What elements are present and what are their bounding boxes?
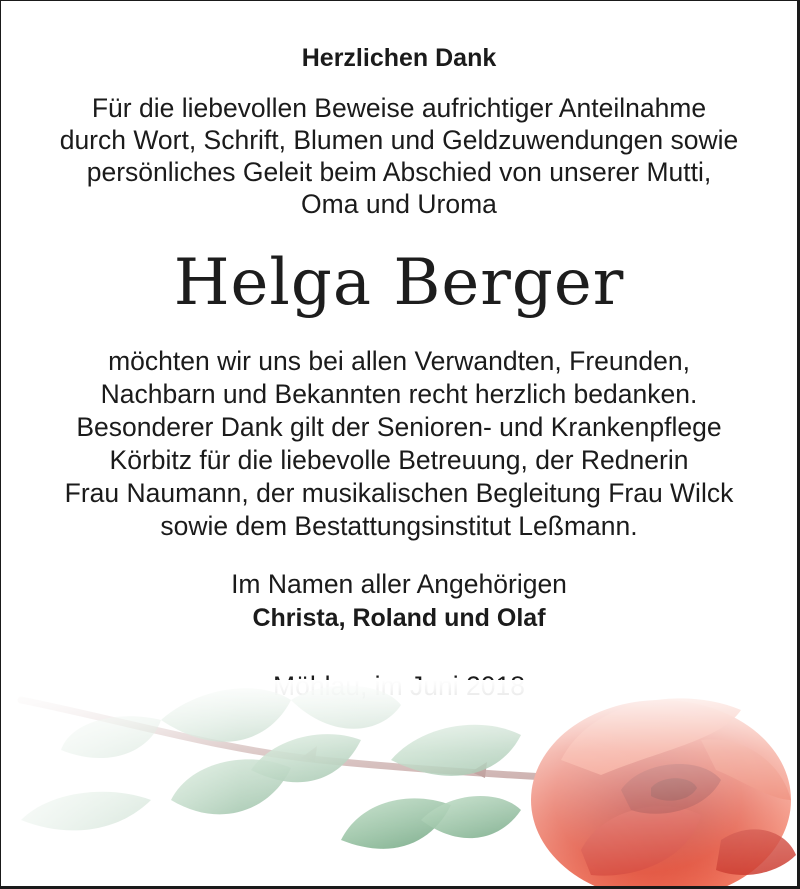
intro-line: persönliches Geleit beim Abschied von unserer Mutti, <box>86 157 712 187</box>
thanks-line: Besonderer Dank gilt der Senioren- und Krankenpflege <box>76 412 722 442</box>
thanks-line: möchten wir uns bei allen Verwandten, Freunden, <box>108 346 690 376</box>
deceased-name: Helga Berger <box>173 246 625 320</box>
intro-line: Oma und Uroma <box>301 189 497 219</box>
intro-line: Für die liebevollen Beweise aufrichtiger Anteilnahme <box>91 93 707 123</box>
on-behalf-text: Im Namen aller Angehörigen <box>231 569 567 599</box>
thanks-text <box>1 345 797 543</box>
family-names: Christa, Roland und Olaf <box>252 604 546 632</box>
thanks-line: Nachbarn und Bekannten recht herzlich bedanken. <box>100 379 698 409</box>
thanks-line: sowie dem Bestattungsinstitut Leßmann. <box>160 511 638 541</box>
heading: Herzlichen Dank <box>301 44 497 72</box>
thanks-line: Frau Naumann, der musikalischen Begleitung Frau Wilck <box>64 478 734 508</box>
intro-text <box>1 92 797 220</box>
rose-illustration <box>1 680 798 886</box>
intro-line: durch Wort, Schrift, Blumen und Geldzuwendungen sowie <box>59 125 739 155</box>
thanks-line: Körbitz für die liebevolle Betreuung, der Rednerin <box>109 445 689 475</box>
